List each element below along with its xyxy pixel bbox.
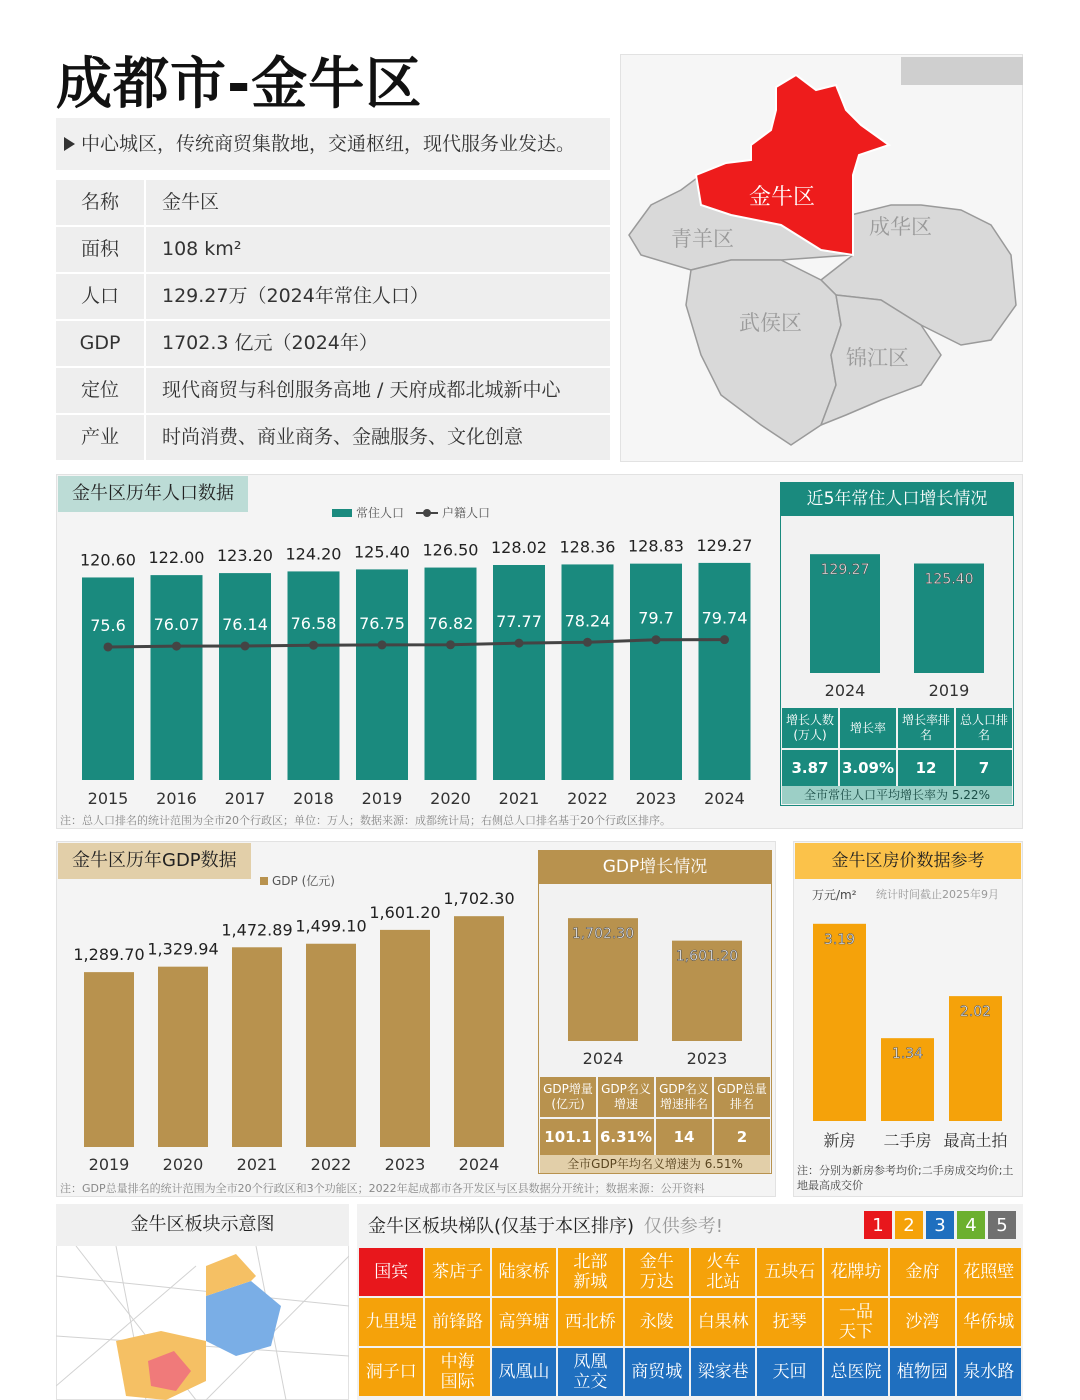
- tier-block: 抚琴: [757, 1298, 821, 1346]
- hukou-point: [241, 641, 250, 650]
- tagline-text: 中心城区，传统商贸集散地，交通枢纽，现代服务业发达。: [81, 133, 576, 155]
- info-row: [56, 227, 610, 272]
- population-bar-label: 125.40: [354, 542, 410, 562]
- hukou-point: [172, 642, 181, 651]
- population-x-tick: 2019: [361, 789, 403, 808]
- legend-swatch-gdp: [260, 877, 268, 885]
- population-x-tick: 2018: [293, 789, 334, 808]
- tier-block: 沙湾: [890, 1298, 954, 1346]
- gdp-bar-label: 1,702.30: [443, 889, 515, 909]
- hukou-label: 76.82: [427, 613, 474, 633]
- district-map-svg: [621, 55, 1024, 463]
- gdp-x-tick: 2019: [88, 1155, 130, 1174]
- house-price-note: 注：分别为新房参考均价;二手房成交均价;土地最高成交价: [797, 1164, 1014, 1192]
- house-price-bar: [813, 924, 866, 1121]
- growth-bar-label: 1,601.20: [675, 948, 739, 965]
- tiers-header: [368, 1212, 723, 1238]
- metric-label-gdp-increase: GDP增量(亿元): [540, 1077, 596, 1117]
- gdp-bar: [380, 930, 430, 1147]
- gdp-bar-label: 1,329.94: [147, 939, 219, 959]
- hukou-point: [583, 638, 592, 647]
- population-bar: [82, 577, 134, 780]
- population-chart: [56, 520, 771, 810]
- legend-swatch-hukou: [416, 508, 438, 518]
- info-row: [56, 321, 610, 366]
- population-bar: [356, 569, 408, 780]
- population-bar: [493, 565, 545, 780]
- hukou-point: [378, 640, 387, 649]
- info-row: [56, 368, 610, 413]
- house-price-x-tick: 二手房: [883, 1131, 932, 1150]
- gdp-bar: [232, 947, 282, 1147]
- growth-x-tick: 2023: [686, 1049, 728, 1068]
- population-x-tick: 2017: [224, 789, 266, 808]
- tier-block: 金牛 万达: [625, 1248, 689, 1296]
- triangle-right-icon: [64, 137, 75, 151]
- population-bar-label: 124.20: [285, 544, 342, 564]
- population-bar: [288, 571, 340, 780]
- tier-block: 一品 天下: [824, 1298, 888, 1346]
- tier-block: 天回: [757, 1348, 821, 1396]
- info-row: [56, 274, 610, 319]
- population-growth-header: 近5年常住人口增长情况: [780, 482, 1014, 516]
- gdp-note: 注：GDP总量排名的统计范围为全市20个行政区和3个功能区；2022年起成都市各开发区与区县数据分开统计；数据来源：公开资料: [60, 1182, 705, 1195]
- info-value: 时尚消费、商业商务、金融服务、文化创意: [162, 426, 524, 448]
- hukou-label: 76.58: [290, 614, 337, 634]
- population-legend: [332, 504, 490, 521]
- gdp-growth-metrics: [540, 1077, 770, 1153]
- gdp-bar: [84, 972, 134, 1147]
- gdp-panel-header: 金牛区历年GDP数据: [58, 843, 251, 879]
- population-bar-label: 128.36: [559, 537, 616, 557]
- growth-bar-label: 125.40: [924, 571, 974, 588]
- growth-x-tick: 2019: [928, 681, 970, 700]
- gdp-bar-label: 1,289.70: [73, 945, 145, 965]
- metric-label-gdp-total-rank: GDP总量排名: [714, 1077, 770, 1117]
- population-bar-label: 128.83: [628, 536, 684, 556]
- tier-block: 花牌坊: [824, 1248, 888, 1296]
- gdp-growth-header: GDP增长情况: [538, 850, 772, 884]
- metric-value-gdp-total-rank: 2: [714, 1119, 770, 1155]
- house-price-bar-label: 3.19: [823, 931, 856, 948]
- metric-label-increase: 增长人数(万人): [782, 708, 838, 748]
- tier-block: 洞子口: [359, 1348, 423, 1396]
- population-x-tick: 2024: [704, 789, 745, 808]
- population-x-tick: 2020: [430, 789, 471, 808]
- population-x-tick: 2022: [567, 789, 608, 808]
- info-key: GDP: [56, 321, 146, 366]
- gdp-x-tick: 2020: [162, 1155, 204, 1174]
- tier-block: 凤凰 立交: [558, 1348, 622, 1396]
- metric-value-total-rank: 7: [956, 750, 1012, 786]
- population-x-tick: 2015: [87, 789, 129, 808]
- population-x-tick: 2021: [498, 789, 540, 808]
- rank-badge-2: 2: [895, 1211, 923, 1239]
- house-price-time-note: 统计时间截止2025年9月: [876, 888, 999, 901]
- hukou-point: [652, 635, 661, 644]
- tagline: [56, 118, 610, 170]
- tier-block: 凤凰山: [492, 1348, 556, 1396]
- info-key: 人口: [56, 274, 146, 319]
- tier-block: 商贸城: [625, 1348, 689, 1396]
- info-value: 现代商贸与科创服务高地 / 天府成都北城新中心: [162, 379, 561, 401]
- metric-value-gdp-growth: 6.31%: [598, 1119, 654, 1155]
- tier-block: 火车 北站: [691, 1248, 755, 1296]
- map-label-jinjiang: 锦江区: [846, 346, 909, 370]
- house-price-bar-label: 2.02: [959, 1004, 992, 1021]
- house-price-header: 金牛区房价数据参考: [795, 843, 1021, 879]
- population-panel-header: 金牛区历年人口数据: [58, 476, 248, 512]
- population-x-tick: 2023: [635, 789, 677, 808]
- gdp-x-tick: 2024: [458, 1155, 500, 1174]
- gdp-growth-chart: [538, 888, 772, 1074]
- tier-block: 花照壁: [957, 1248, 1021, 1296]
- tier-block: 泉水路: [957, 1348, 1021, 1396]
- hukou-label: 79.74: [701, 608, 748, 628]
- gdp-x-tick: 2022: [310, 1155, 352, 1174]
- population-bar: [425, 568, 477, 780]
- population-bar-label: 120.60: [80, 550, 136, 570]
- hukou-label: 75.6: [90, 615, 126, 635]
- gdp-x-tick: 2023: [384, 1155, 426, 1174]
- tier-block: 植物园: [890, 1348, 954, 1396]
- info-key: 名称: [56, 180, 146, 225]
- house-price-chart: [793, 905, 1023, 1155]
- house-price-bar-label: 1.34: [891, 1046, 924, 1063]
- hukou-label: 79.7: [638, 608, 674, 628]
- info-row: [56, 415, 610, 460]
- gdp-bar-label: 1,601.20: [369, 902, 441, 922]
- gdp-bar-label: 1,472.89: [221, 920, 293, 940]
- info-key: 面积: [56, 227, 146, 272]
- house-price-x-tick: 最高土拍: [943, 1131, 1008, 1150]
- tier-block: 陆家桥: [492, 1248, 556, 1296]
- gdp-bar: [454, 916, 504, 1147]
- gdp-x-tick: 2021: [236, 1155, 278, 1174]
- info-value: 1702.3 亿元（2024年）: [162, 332, 378, 354]
- metric-value-rate-rank: 12: [898, 750, 954, 786]
- page-title: 成都市-金牛区: [56, 52, 423, 117]
- population-bar: [562, 564, 614, 780]
- metric-value-increase: 3.87: [782, 750, 838, 786]
- info-value: 108 km²: [162, 238, 242, 260]
- metric-label-rate-rank: 增长率排名: [898, 708, 954, 748]
- rank-badge-5: 5: [988, 1211, 1016, 1239]
- growth-bar-label: 1,702.30: [571, 926, 635, 943]
- house-price-x-tick: 新房: [823, 1131, 856, 1150]
- tier-block: 梁家巷: [691, 1348, 755, 1396]
- tier-block: 前锋路: [425, 1298, 489, 1346]
- tier-block: 五块石: [757, 1248, 821, 1296]
- hukou-point: [446, 640, 455, 649]
- metric-label-gdp-growth: GDP名义增速: [598, 1077, 654, 1117]
- map-label-qingyang: 青羊区: [671, 227, 734, 251]
- hukou-point: [309, 641, 318, 650]
- map-label-jinniu: 金牛区: [749, 185, 816, 210]
- tier-block: 总医院: [824, 1348, 888, 1396]
- hukou-label: 76.75: [359, 613, 405, 633]
- population-bar: [151, 575, 203, 780]
- metric-label-gdp-growth-rank: GDP名义增速排名: [656, 1077, 712, 1117]
- gdp-bar: [158, 967, 208, 1147]
- info-value: 金牛区: [162, 191, 220, 213]
- population-bar-label: 128.02: [491, 538, 547, 558]
- hukou-label: 76.14: [222, 614, 268, 634]
- hukou-point: [104, 642, 113, 651]
- tiers-header-title: 金牛区板块梯队(仅基于本区排序): [368, 1216, 635, 1237]
- growth-bar-label: 129.27: [820, 562, 870, 579]
- growth-x-tick: 2024: [824, 681, 866, 700]
- tier-block: 白果林: [691, 1298, 755, 1346]
- hukou-label: 76.07: [153, 615, 200, 635]
- info-row: [56, 180, 610, 225]
- gdp-bar: [306, 944, 356, 1147]
- gdp-chart: [56, 885, 526, 1180]
- tier-block: 九里堤: [359, 1298, 423, 1346]
- population-bar: [630, 564, 682, 780]
- metric-value-rate: 3.09%: [840, 750, 896, 786]
- tier-block: 北部 新城: [558, 1248, 622, 1296]
- tier-block: 国宾: [359, 1248, 423, 1296]
- tier-block: 西北桥: [558, 1298, 622, 1346]
- tier-block: 永陵: [625, 1298, 689, 1346]
- growth-x-tick: 2024: [582, 1049, 624, 1068]
- tiers-header-note: 仅供参考!: [643, 1216, 723, 1237]
- tier-block: 中海 国际: [425, 1348, 489, 1396]
- block-map-header: 金牛区板块示意图: [56, 1204, 349, 1246]
- info-key: 产业: [56, 415, 146, 460]
- rank-badge-1: 1: [864, 1211, 892, 1239]
- info-value: 129.27万（2024年常住人口）: [162, 285, 429, 307]
- population-growth-metrics: [782, 708, 1012, 784]
- metric-label-rate: 增长率: [840, 708, 896, 748]
- hukou-point: [515, 639, 524, 648]
- population-x-tick: 2016: [156, 789, 197, 808]
- gdp-bar-label: 1,499.10: [295, 916, 367, 936]
- population-bar: [219, 573, 271, 780]
- legend-resident-label: 常住人口: [356, 506, 405, 520]
- tier-block: 华侨城: [957, 1298, 1021, 1346]
- population-bar-label: 129.27: [696, 535, 753, 555]
- population-bar: [699, 563, 751, 780]
- legend-swatch-resident: [332, 509, 352, 517]
- legend-gdp-label: GDP (亿元): [272, 874, 335, 888]
- district-map: [620, 54, 1023, 462]
- info-key: 定位: [56, 368, 146, 413]
- population-bar-label: 126.50: [422, 540, 479, 560]
- population-bar-label: 122.00: [148, 548, 205, 568]
- block-map-svg: [56, 1246, 349, 1400]
- info-table: [56, 180, 610, 462]
- rank-badge-4: 4: [957, 1211, 985, 1239]
- map-label-chenghua: 成华区: [869, 215, 932, 239]
- population-bar-label: 123.20: [217, 546, 273, 566]
- hukou-point: [720, 635, 729, 644]
- legend-hukou-label: 户籍人口: [442, 506, 491, 520]
- metric-value-gdp-increase: 101.1: [540, 1119, 596, 1155]
- map-label-wuhou: 武侯区: [739, 311, 802, 335]
- tier-block: 高笋塘: [492, 1298, 556, 1346]
- house-price-unit: 万元/m²: [812, 888, 857, 902]
- district-wuhou: [686, 260, 841, 445]
- tier-block: 金府: [890, 1248, 954, 1296]
- hukou-label: 77.77: [496, 612, 542, 632]
- metric-value-gdp-growth-rank: 14: [656, 1119, 712, 1155]
- population-growth-footer: 全市常住人口平均增长率为 5.22%: [782, 786, 1012, 804]
- metric-label-total-rank: 总人口排名: [956, 708, 1012, 748]
- tier-block: 茶店子: [425, 1248, 489, 1296]
- population-note: 注：总人口排名的统计范围为全市20个行政区；单位：万人；数据来源：成都统计局；右侧总人口排名基于20个行政区排序。: [60, 814, 671, 827]
- rank-badge-3: 3: [926, 1211, 954, 1239]
- gdp-growth-footer: 全市GDP年均名义增速为 6.51%: [540, 1155, 770, 1173]
- hukou-label: 78.24: [564, 611, 611, 631]
- population-growth-chart: [780, 520, 1014, 705]
